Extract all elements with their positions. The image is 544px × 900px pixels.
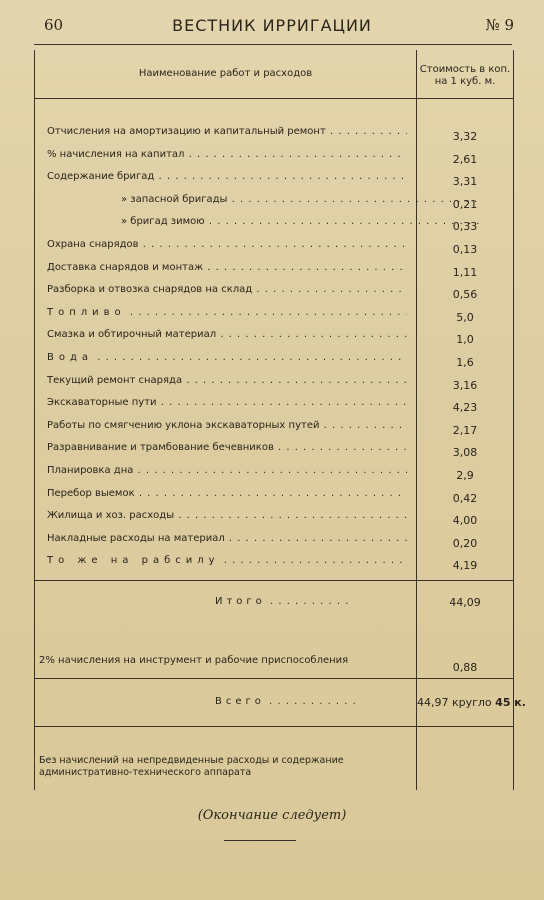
row-label: % начисления на капитал . . . <box>47 149 407 160</box>
row-label: Доставка снарядов и монтаж . . . <box>47 262 407 273</box>
grand-total-bottom-divider <box>35 726 513 727</box>
row-value: 4,19 <box>452 559 478 573</box>
row-label: Смазка и обтирочный материал . . . <box>47 329 407 340</box>
header-row-divider <box>35 98 513 99</box>
row-value: 1,0 <box>456 333 474 347</box>
row-label: Отчисления на амортизацию и капитальный ремонт . . . <box>47 126 407 137</box>
table-row <box>35 371 513 394</box>
row-value: 1,11 <box>452 265 478 279</box>
table-row <box>35 258 513 281</box>
row-label: » запасной бригады . . . <box>121 194 481 205</box>
total-divider <box>35 580 513 581</box>
row-value: 3,31 <box>452 175 478 189</box>
row-value: 4,00 <box>452 514 478 528</box>
row-label: Перебор выемок . . . <box>47 488 407 499</box>
page-number: 60 <box>44 16 64 34</box>
table-row <box>35 167 513 190</box>
row-label: Вода . . . <box>47 352 407 363</box>
grand-total-exact: 44,97 кругло <box>417 696 492 709</box>
table-row <box>35 551 513 574</box>
row-value: 1,6 <box>456 355 474 369</box>
table-row <box>35 484 513 507</box>
column-header-cost <box>417 64 513 88</box>
row-value: 5,0 <box>456 310 474 324</box>
table-row <box>35 280 513 303</box>
column-header-name: Наименование работ и расходов <box>138 68 313 79</box>
row-value: 0,13 <box>452 242 478 256</box>
grand-total-value <box>417 696 526 709</box>
table-row <box>35 529 513 552</box>
row-label: » бригад зимою . . . <box>121 216 481 227</box>
table-row <box>35 325 513 348</box>
row-label: Жилища и хоз. расходы . . . <box>47 510 407 521</box>
row-label: Охрана снарядов . . . <box>47 239 407 250</box>
table-row <box>35 393 513 416</box>
column-header-cost-line2: на 1 куб. м. <box>434 76 496 87</box>
grand-total-rounded: 45 к. <box>495 696 526 709</box>
table-row <box>35 122 513 145</box>
row-label: Разравнивание и трамбование бечевников . . . <box>47 442 407 453</box>
row-label: Планировка дна . . . <box>47 465 407 476</box>
table-row <box>35 303 513 326</box>
row-value: 2,61 <box>452 152 478 166</box>
issue-number: № 9 <box>485 16 514 34</box>
table-body <box>35 122 513 574</box>
table-row <box>35 461 513 484</box>
table-row <box>35 235 513 258</box>
table-row <box>35 212 513 235</box>
footer-divider <box>224 840 296 841</box>
extra-charge-label: 2% начисления на инструмент и рабочие приспособления <box>39 655 349 666</box>
row-label: Накладные расходы на материал . . . <box>47 533 407 544</box>
extra-charge-value: 0,88 <box>452 661 478 674</box>
row-label: Экскаваторные пути . . . <box>47 397 407 408</box>
continuation-note: (Окончание следует) <box>197 808 347 823</box>
row-value: 0,21 <box>452 197 478 211</box>
row-value: 0,56 <box>452 288 478 302</box>
table-note: Без начислений на непредвиденные расходы и содержание административно-технического аппарата <box>39 755 344 778</box>
row-value: 2,17 <box>452 423 478 437</box>
cost-table <box>34 50 526 790</box>
row-value: 3,08 <box>452 446 478 460</box>
table-row <box>35 416 513 439</box>
row-value: 0,42 <box>452 491 478 505</box>
row-label: Разборка и отвозка снарядов на склад . . . <box>47 284 407 295</box>
row-label: Работы по смягчению уклона экскаваторных путей . . . <box>47 420 407 431</box>
grand-total-label: Всего . . . <box>215 696 357 707</box>
row-value: 0,33 <box>452 220 478 234</box>
column-header-cost-line1: Стоимость в коп. <box>419 64 511 75</box>
table-row <box>35 438 513 461</box>
row-label: То же на рабсилу . . . <box>47 555 407 566</box>
row-label: Текущий ремонт снаряда . . . <box>47 375 407 386</box>
grand-total-top-divider <box>35 678 513 679</box>
page-header <box>0 14 544 42</box>
row-value: 4,23 <box>452 401 478 415</box>
table-row <box>35 348 513 371</box>
table-row <box>35 190 513 213</box>
header-divider <box>34 44 512 45</box>
total-value: 44,09 <box>449 596 481 609</box>
table-row <box>35 506 513 529</box>
row-value: 2,9 <box>456 468 474 482</box>
row-value: 0,20 <box>452 536 478 550</box>
total-label: Итого . . . <box>215 596 349 607</box>
row-label: Топливо . . . <box>47 307 407 318</box>
table-row <box>35 145 513 168</box>
row-label: Содержание бригад . . . <box>47 171 407 182</box>
journal-title: ВЕСТНИК ИРРИГАЦИИ <box>172 16 372 35</box>
row-value: 3,32 <box>452 130 478 143</box>
row-value: 3,16 <box>452 378 478 392</box>
